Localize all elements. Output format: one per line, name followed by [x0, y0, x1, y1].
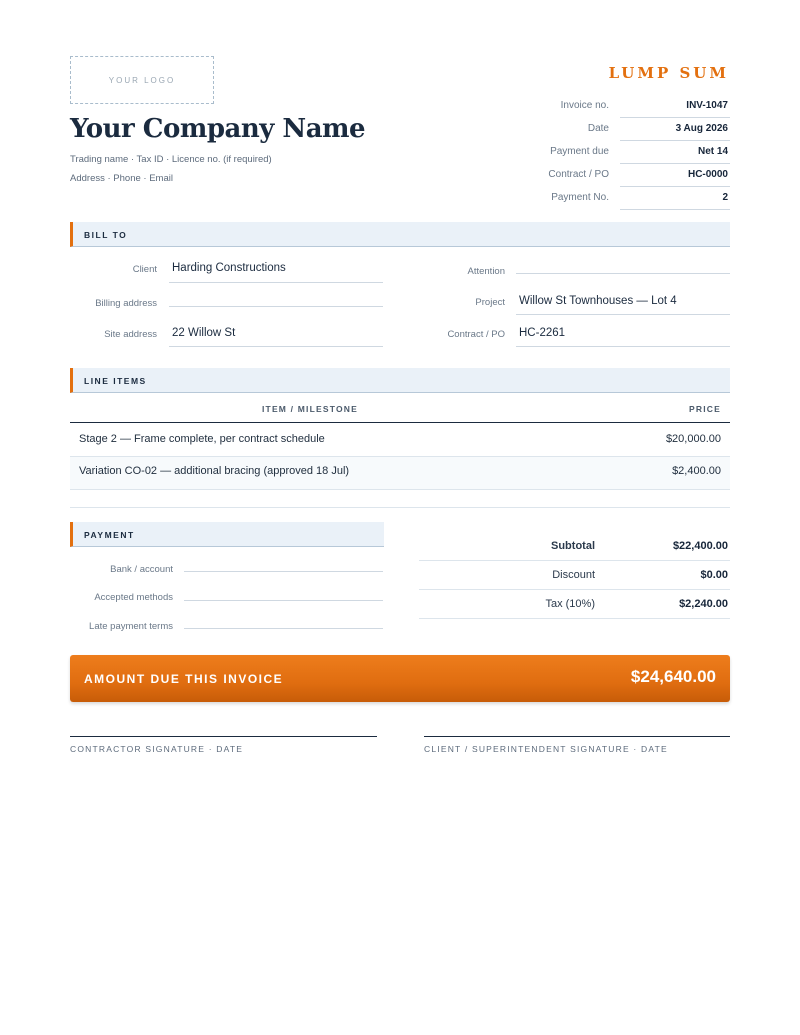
meta-row-payment-due	[530, 142, 730, 164]
project-label: Project	[475, 297, 505, 308]
bank-account-field-line[interactable]	[184, 571, 383, 572]
client-signature-label: CLIENT / SUPERINTENDENT SIGNATURE · DATE	[424, 744, 668, 754]
amount-due-value: $24,640.00	[630, 667, 716, 686]
accepted-methods-label: Accepted methods	[94, 592, 173, 603]
project-value[interactable]: Willow St Townhouses — Lot 4	[519, 295, 677, 307]
tax-row	[419, 590, 730, 619]
company-name: Your Company Name	[70, 114, 366, 144]
contractor-signature-line[interactable]	[70, 736, 377, 737]
meta-value: Net 14	[697, 146, 728, 157]
line-item-price[interactable]: $20,000.00	[665, 433, 721, 445]
logo-placeholder-text: YOUR LOGO	[108, 75, 176, 85]
section-title: PAYMENT	[84, 530, 135, 540]
meta-value: 2	[722, 192, 728, 203]
discount-label: Discount	[552, 569, 595, 581]
line-item-description[interactable]: Stage 2 — Frame complete, per contract schedule	[79, 433, 325, 445]
line-items-header	[70, 368, 730, 393]
client-field-line	[169, 282, 383, 283]
table-header-rule	[70, 422, 730, 423]
meta-row-payment-no	[530, 188, 730, 210]
divider	[620, 186, 730, 187]
meta-value: 3 Aug 2026	[675, 123, 728, 134]
divider	[620, 140, 730, 141]
contract-po-label: Contract / PO	[447, 329, 505, 340]
line-item-price[interactable]: $2,400.00	[672, 465, 721, 477]
meta-row-date	[530, 119, 730, 141]
meta-label: Invoice no.	[560, 100, 609, 111]
column-header-item: ITEM / MILESTONE	[261, 404, 359, 414]
meta-row-invoice-no	[530, 96, 730, 118]
amount-due-label: AMOUNT DUE THIS INVOICE	[84, 672, 284, 686]
site-address-field-line	[169, 346, 383, 347]
document-type: LUMP SUM	[608, 64, 729, 82]
site-address-label: Site address	[104, 329, 157, 340]
divider	[620, 163, 730, 164]
meta-label: Contract / PO	[548, 169, 609, 180]
billing-address-label: Billing address	[95, 298, 157, 309]
meta-row-contract-po	[530, 165, 730, 187]
bill-to-header	[70, 222, 730, 247]
contract-po-field-line	[516, 346, 730, 347]
divider	[620, 209, 730, 210]
logo-placeholder	[70, 56, 214, 104]
line-item-description[interactable]: Variation CO-02 — additional bracing (approved 18 Jul)	[79, 465, 350, 477]
meta-label: Payment No.	[551, 192, 609, 203]
accepted-methods-field-line[interactable]	[184, 600, 383, 601]
attention-label: Attention	[467, 266, 505, 277]
client-signature-line[interactable]	[424, 736, 730, 737]
meta-label: Payment due	[550, 146, 609, 157]
divider	[620, 117, 730, 118]
company-details-line: Trading name · Tax ID · Licence no. (if required)	[70, 154, 272, 165]
site-address-value[interactable]: 22 Willow St	[172, 327, 236, 339]
billing-address-field-line	[169, 306, 383, 307]
subtotal-label: Subtotal	[551, 540, 595, 552]
meta-value: INV-1047	[686, 100, 728, 111]
table-row	[70, 457, 730, 490]
project-field-line	[516, 314, 730, 315]
column-header-price: PRICE	[689, 404, 721, 414]
attention-field-line	[516, 273, 730, 274]
client-label: Client	[132, 264, 157, 275]
bank-account-label: Bank / account	[110, 564, 173, 575]
section-title: BILL TO	[84, 230, 128, 240]
subtotal-value: $22,400.00	[672, 540, 728, 552]
contract-po-value[interactable]: HC-2261	[519, 327, 566, 339]
meta-label: Date	[587, 123, 609, 134]
subtotal-row	[419, 531, 730, 561]
late-payment-terms-label: Late payment terms	[89, 621, 173, 632]
contractor-signature-label: CONTRACTOR SIGNATURE · DATE	[70, 744, 244, 754]
divider	[70, 507, 730, 508]
client-value[interactable]: Harding Constructions	[172, 262, 286, 274]
discount-row	[419, 561, 730, 590]
late-payment-terms-field-line[interactable]	[184, 628, 383, 629]
meta-value: HC-0000	[687, 169, 728, 180]
payment-header	[70, 522, 384, 547]
section-title: LINE ITEMS	[84, 376, 147, 386]
company-contact-line: Address · Phone · Email	[70, 173, 173, 184]
discount-value: $0.00	[700, 569, 728, 581]
table-row	[70, 424, 730, 457]
tax-value: $2,240.00	[679, 598, 728, 610]
amount-due-banner	[70, 655, 730, 702]
tax-label: Tax (10%)	[545, 598, 595, 610]
